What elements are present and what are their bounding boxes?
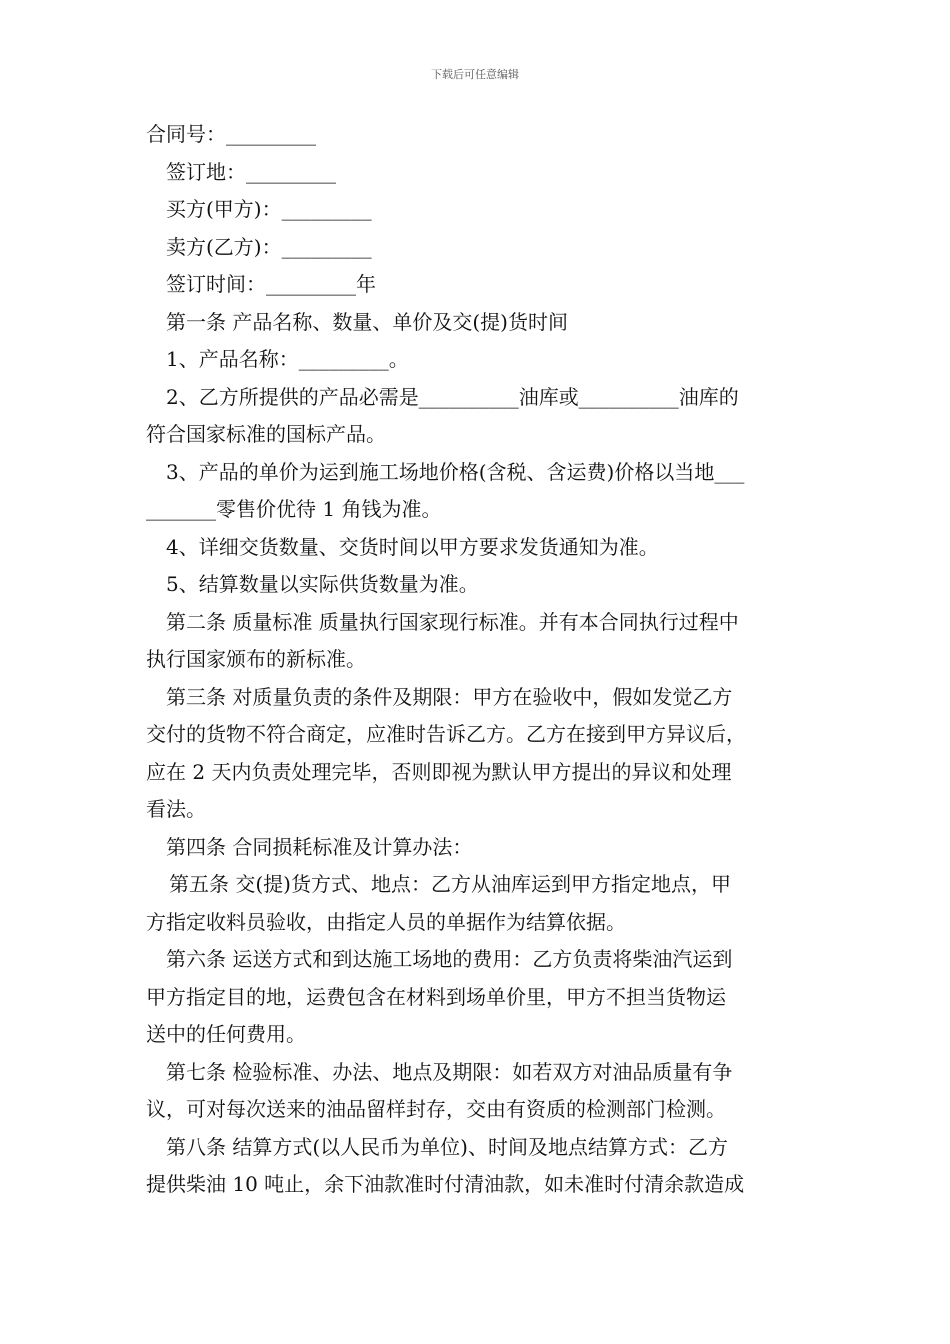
article-4: 第四条 合同损耗标准及计算办法： [166,834,473,859]
seller-line: 卖方(乙方)：_________ [166,234,372,259]
signing-time-line: 签订时间：_________年 [166,272,376,296]
article-1-item-2: 2、乙方所提供的产品必需是__________油库或__________油库的 [166,384,739,409]
article-2: 第二条 质量标准 质量执行国家现行标准。并有本合同执行过程中 [166,609,739,634]
article-7: 第七条 检验标准、办法、地点及期限：如若双方对油品质量有争 [166,1059,733,1084]
contract-number-line: 合同号：_________ [146,122,316,146]
article-1-title: 第一条 产品名称、数量、单价及交(提)货时间 [166,309,568,334]
article-3: 第三条 对质量负责的条件及期限：甲方在验收中，假如发觉乙方 [166,684,733,709]
contract-body [146,116,810,1204]
article-8: 第八条 结算方式(以人民币为单位)、时间及地点结算方式：乙方 [166,1134,728,1159]
article-2-cont: 执行国家颁布的新标准。 [146,647,366,671]
page-header: 下载后可任意编辑 [431,68,519,81]
article-5-cont: 方指定收料员验收，由指定人员的单据作为结算依据。 [146,909,626,934]
signing-place-line: 签订地：_________ [166,159,336,184]
article-1-item-5: 5、结算数量以实际供货数量为准。 [166,572,479,596]
article-1-item-2-cont: 符合国家标准的国标产品。 [146,422,386,446]
article-1-item-1: 1、产品名称：_________。 [166,347,409,371]
article-3-cont-2: 应在 2 天内负责处理完毕，否则即视为默认甲方提出的异议和处理 [146,759,732,784]
article-1-item-3-cont: _______零售价优待 1 角钱为准。 [146,497,442,521]
article-6: 第六条 运送方式和到达施工场地的费用：乙方负责将柴油汽运到 [166,947,733,971]
article-1-item-3: 3、产品的单价为运到施工场地价格(含税、含运费)价格以当地___ [166,459,745,484]
article-3-cont-1: 交付的货物不符合商定，应准时告诉乙方。乙方在接到甲方异议后， [146,722,746,746]
buyer-line: 买方(甲方)：_________ [166,197,372,221]
article-8-cont: 提供柴油 10 吨止，余下油款准时付清油款，如未准时付清余款造成 [146,1172,745,1196]
article-3-cont-3: 看法。 [146,797,206,821]
article-5: 第五条 交(提)货方式、地点：乙方从油库运到甲方指定地点，甲 [169,872,731,896]
article-1-item-4: 4、详细交货数量、交货时间以甲方要求发货通知为准。 [166,534,659,559]
article-6-cont-2: 送中的任何费用。 [146,1022,306,1046]
article-6-cont-1: 甲方指定目的地，运费包含在材料到场单价里，甲方不担当货物运 [146,984,726,1009]
article-7-cont: 议，可对每次送来的油品留样封存，交由有资质的检测部门检测。 [146,1097,726,1121]
